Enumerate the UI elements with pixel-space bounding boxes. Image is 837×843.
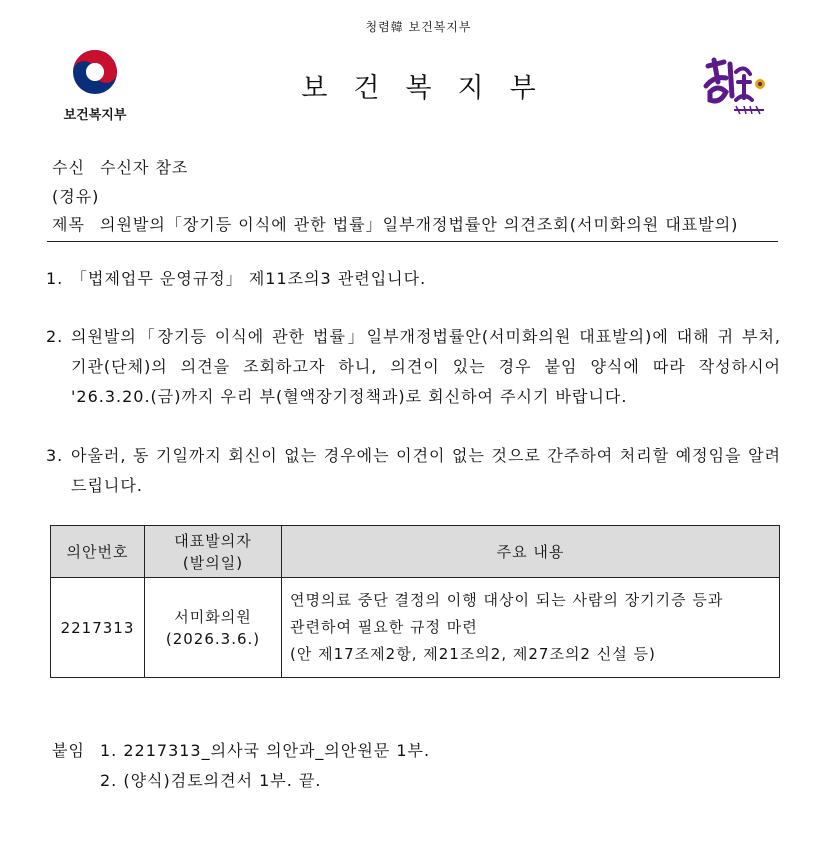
- header-bill-no: 의안번호: [51, 526, 145, 578]
- paragraph-text: 의원발의「장기등 이식에 관한 법률」일부개정법률안(서미화의원 대표발의)에 대해 귀 부처, 기관(단체)의 의견을 조회하고자 하니, 의견이 있는 경우 붙임 양식에 따라 작성하시어 '26.3.20.(금)까지 우리 부(혈액장기정책과)로 회신하여 주시기 바랍니다.: [71, 327, 781, 406]
- paragraph-number: 3.: [46, 446, 64, 465]
- attachment-line-2: [100, 768, 321, 791]
- paragraph-text: 아울러, 동 기일까지 회신이 없는 경우에는 이견이 없는 것으로 간주하여 처리할 예정임을 알려드립니다.: [71, 446, 781, 495]
- recipient-value: 수신자 참조: [100, 158, 189, 177]
- via-line: (경유): [52, 187, 100, 206]
- table-header-row: [51, 526, 780, 578]
- paragraph-number: 1.: [46, 269, 64, 288]
- paragraph-number: 2.: [46, 327, 64, 346]
- header-proposer-date: (발의일): [182, 553, 244, 572]
- bill-table: [50, 525, 780, 678]
- paragraph-1: [46, 264, 781, 294]
- ministry-title: 보건복지부: [301, 73, 562, 104]
- attachment-label: 붙임: [52, 741, 85, 760]
- summary-line: (안 제17조제2항, 제21조의2, 제27조의2 신설 등): [290, 645, 656, 663]
- header-proposer: [145, 526, 282, 578]
- subject-value: 의원발의「장기등 이식에 관한 법률」일부개정법률안 의견조회(서미화의원 대표발의): [100, 215, 739, 234]
- header-summary: 주요 내용: [282, 526, 780, 578]
- subject-label: 제목: [52, 215, 85, 234]
- paragraph-text: 「법제업무 운영규정」 제11조의3 관련입니다.: [71, 269, 427, 288]
- paragraph-2: [46, 322, 781, 412]
- attachment-item: 1. 2217313_의사국 의안과_의안원문 1부.: [100, 741, 431, 760]
- proposer-date: (2026.3.6.): [165, 629, 261, 648]
- attachment-item: 2. (양식)검토의견서 1부. 끝.: [100, 771, 322, 790]
- paragraph-3: [46, 441, 781, 501]
- summary-line: 연명의료 중단 결정의 이행 대상이 되는 사람의 장기기증 등과: [290, 591, 724, 609]
- attachment-line-1: [52, 738, 430, 761]
- logo-name: 보건복지부: [63, 108, 127, 123]
- header-proposer-name: 대표발의자: [174, 531, 252, 550]
- recipient-label: 수신: [52, 158, 85, 177]
- integrity-logo-icon: [700, 52, 770, 122]
- cell-bill-no: 2217313: [51, 578, 145, 678]
- cell-proposer: [145, 578, 282, 678]
- summary-line: 관련하여 필요한 규정 마련: [290, 618, 478, 636]
- motto: 청렴韓 보건복지부: [365, 20, 472, 34]
- cell-summary: [282, 578, 780, 678]
- proposer-name: 서미화의원: [174, 607, 252, 626]
- subject-line: [52, 212, 738, 235]
- table-row: [51, 578, 780, 678]
- recipient-line: [52, 155, 188, 178]
- subject-divider: [47, 241, 778, 242]
